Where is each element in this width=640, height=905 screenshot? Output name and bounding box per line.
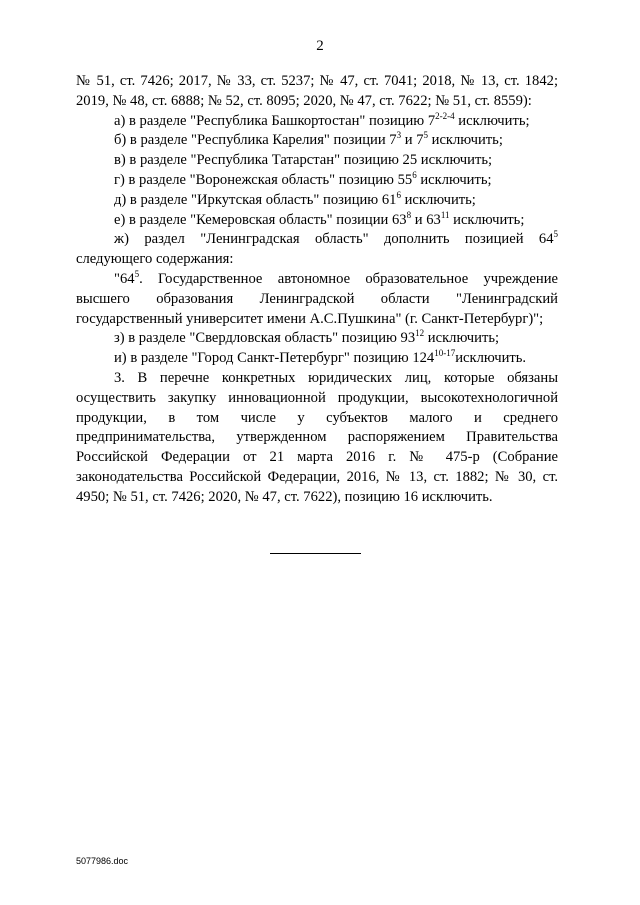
item-a: а) в разделе "Республика Башкортостан" позицию 7$^{2-2-4}$ исключить; bbox=[114, 110, 530, 129]
paragraph-3: 3. В перечне конкретных юридических лиц, которые обязаны осуществить закупку инновационной продукции, высокотехнологичной продукции, в том числе у субъектов малого и среднего предпринимательства, утвержденном распоряжением Правительства Российской Федерации от 21 марта 2016 г. № 475-р (Собрание законодательства Российской Федерации, 2016, № 13, ст. 1882; № 30, ст. 4950; № 51, ст. 7426; 2020, № 47, ст. 7622), позицию 16 исключить. bbox=[76, 369, 558, 505]
item-d: д) в разделе "Иркутская область" позицию $61^6$ исключить; bbox=[114, 189, 476, 208]
item-v: в) в разделе "Республика Татарстан" позицию 25 исключить; bbox=[114, 152, 493, 169]
end-separator-line bbox=[270, 553, 361, 554]
intro-paragraph: № 51, ст. 7426; 2017, № 33, ст. 5237; № 47, ст. 7041; 2018, № 13, ст. 1842; 2019, № 48, ст. 6888; № 52, ст. 8095; 2020, № 47, ст. 7622; № 51, ст. 8559): bbox=[76, 73, 558, 109]
item-i: и) в разделе "Город Санкт-Петербург" позицию 124$^{10-17}$исключить. bbox=[114, 348, 527, 367]
file-name-footer: 5077986.doc bbox=[76, 856, 129, 866]
item-quote: "$64^5$. Государственное автономное образовательное учреждение высшего образования Ленинградской области "Ленинградский государственный университет имени А.С.Пушкина" (г. Санкт-Петербург)"; bbox=[76, 268, 558, 327]
item-e: е) в разделе "Кемеровская область" позиции $63^8$ и $63^{11}$ исключить; bbox=[114, 209, 525, 228]
item-zh: ж) раздел "Ленинградская область" дополнить позицией $64^5$ bbox=[114, 229, 558, 248]
document-body bbox=[76, 72, 558, 508]
item-z: з) в разделе "Свердловская область" позицию $93^{12}$ исключить; bbox=[114, 328, 500, 347]
item-g: г) в разделе "Воронежская область" позицию $55^6$ исключить; bbox=[114, 169, 492, 188]
item-zh-continuation: следующего содержания: bbox=[76, 251, 234, 268]
page-number: 2 bbox=[316, 38, 324, 54]
item-b: б) в разделе "Республика Карелия" позиции $7^3$ и $7^5$ исключить; bbox=[114, 130, 503, 149]
